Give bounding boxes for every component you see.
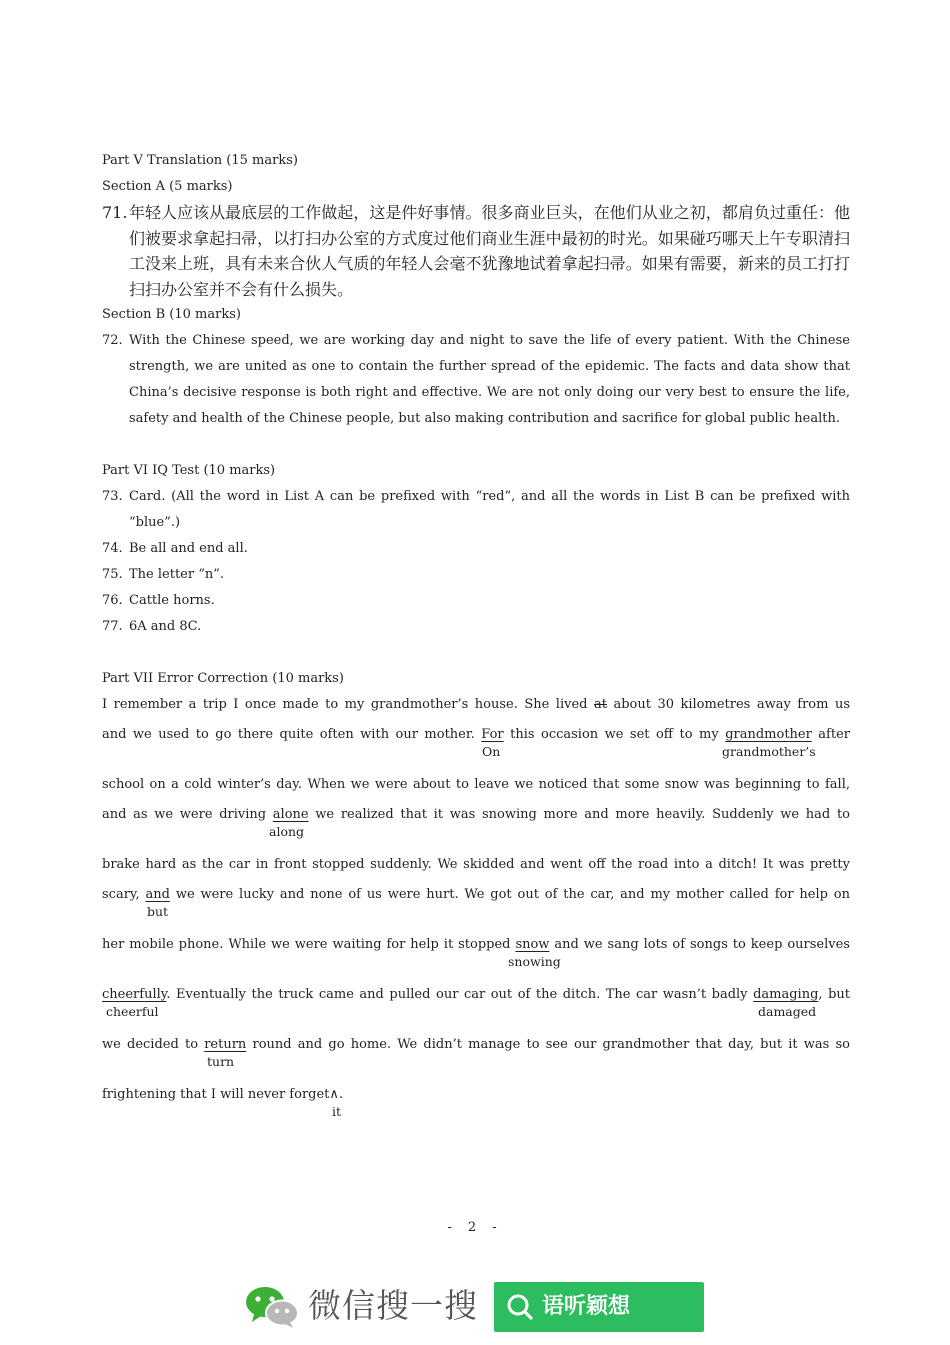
search-icon (506, 1293, 534, 1321)
ec-text: and as we were driving (102, 807, 273, 822)
ec-text: , but (818, 987, 850, 1002)
q74-answer (102, 536, 850, 562)
q74-text: Be all and end all. (129, 541, 248, 556)
wechat-search-text: 微信搜一搜 (308, 1286, 478, 1325)
ec-error-word: and (145, 887, 170, 902)
ec-error-word: grandmother (725, 727, 812, 742)
ec-correction: along (269, 824, 305, 839)
ec-line-7 (102, 932, 850, 982)
answer-key-page (102, 148, 850, 1132)
ec-text: we were lucky and none of us were hurt. We got out of the car, and my mother called for help on (169, 887, 850, 902)
page-number: - 2 - (447, 1220, 503, 1235)
q73-text: Card. (All the word in List A can be prefixed with “red”, and all the words in List B can be prefixed with “blue”.) (129, 489, 850, 530)
search-button-label: 语听颖想 (542, 1294, 631, 1319)
q76-text: Cattle horns. (129, 593, 215, 608)
ec-error-word: return (204, 1037, 247, 1052)
ec-line-9 (102, 1032, 850, 1082)
q76-answer (102, 588, 850, 614)
ec-text: we realized that it was snowing more and more heavily. Suddenly we had to (308, 807, 850, 822)
ec-correction: snowing (508, 954, 561, 969)
ec-line-6 (102, 882, 850, 932)
q75-number: 75. (102, 567, 123, 582)
ec-line-2 (102, 722, 850, 772)
ec-correction: cheerful (106, 1004, 159, 1019)
ec-correction: grandmother’s (722, 744, 816, 759)
ec-error-word: damaging (753, 987, 819, 1002)
ec-text: . (338, 1087, 344, 1102)
ec-error-word: cheerfully (102, 987, 167, 1002)
wechat-search-banner (244, 1282, 714, 1330)
ec-line-4 (102, 802, 850, 852)
ec-insert-caret: ∧ (329, 1087, 339, 1102)
ec-text: about 30 kilometres away from us (606, 697, 851, 712)
ec-error-word: For (481, 727, 504, 742)
ec-line-1 (102, 692, 850, 722)
ec-text: school on a cold winter’s day. When we were about to leave we noticed that some snow was beginning to fall, (102, 777, 850, 792)
q71-number: 71. (102, 203, 128, 222)
ec-correction: but (147, 904, 169, 919)
ec-text: and we sang lots of songs to keep ourselves (549, 937, 850, 952)
q75-text: The letter “n”. (129, 567, 225, 582)
ec-text: brake hard as the car in front stopped suddenly. We skidded and went off the road into a ditch! It was pretty (102, 857, 850, 872)
ec-line-10 (102, 1082, 850, 1132)
part7-heading: Part VII Error Correction (10 marks) (102, 671, 344, 686)
q72-answer (102, 328, 850, 432)
q76-number: 76. (102, 593, 123, 608)
wechat-icon (244, 1284, 300, 1328)
ec-error-word: snow (515, 937, 550, 952)
ec-text: scary, (102, 887, 146, 902)
ec-correction: turn (207, 1054, 235, 1069)
q73-answer (102, 484, 850, 536)
part5-heading: Part V Translation (15 marks) (102, 153, 298, 168)
ec-error-word: alone (272, 807, 309, 822)
ec-text: after (811, 727, 850, 742)
q72-text: With the Chinese speed, we are working day and night to save the life of every patient. With the Chinese strength, we are united as one to contain the further spread of the epidemic. The facts and data show that China’s decisive response is both right and effective. We are not only doing our very best to ensure the life, safety and health of the Chinese people, but also making contribution and sacrifice for global public health. (129, 333, 850, 426)
ec-line-8 (102, 982, 850, 1032)
ec-text: frightening that I will never forget (102, 1087, 330, 1102)
q71-text: 年轻人应该从最底层的工作做起，这是件好事情。很多商业巨头，在他们从业之初，都肩负过重任：他们被要求拿起扫帚，以打扫办公室的方式度过他们商业生涯中最初的时光。如果碰巧哪天上午专职清扫工没来上班，具有未来合伙人气质的年轻人会毫不犹豫地试着拿起扫帚。如果有需要，新来的员工打打扫扫办公室并不会有什么损失。 (129, 203, 850, 299)
q77-text: 6A and 8C. (129, 619, 202, 634)
section-a-heading: Section A (5 marks) (102, 179, 233, 194)
q73-number: 73. (102, 489, 123, 504)
section-b-heading: Section B (10 marks) (102, 307, 241, 322)
q77-number: 77. (102, 619, 123, 634)
ec-text: and we used to go there quite often with our mother. (102, 727, 482, 742)
ec-deleted-word: at (593, 697, 607, 712)
ec-correction: damaged (758, 1004, 817, 1019)
ec-text: her mobile phone. While we were waiting for help it stopped (102, 937, 516, 952)
q77-answer (102, 614, 850, 640)
ec-text: this occasion we set off to my (503, 727, 726, 742)
ec-line-5 (102, 852, 850, 882)
ec-text: . Eventually the truck came and pulled our car out of the ditch. The car wasn’t badly (166, 987, 754, 1002)
ec-correction: it (332, 1104, 342, 1119)
ec-text: I remember a trip I once made to my grandmother’s house. She lived (102, 697, 594, 712)
ec-line-3 (102, 772, 850, 802)
q71-answer (102, 200, 850, 302)
q72-number: 72. (102, 333, 123, 348)
ec-text: round and go home. We didn’t manage to see our grandmother that day, but it was so (246, 1037, 851, 1052)
q74-number: 74. (102, 541, 123, 556)
q75-answer (102, 562, 850, 588)
search-button[interactable] (494, 1282, 704, 1332)
ec-text: we decided to (102, 1037, 205, 1052)
part6-heading: Part VI IQ Test (10 marks) (102, 463, 276, 478)
ec-correction: On (482, 744, 501, 759)
